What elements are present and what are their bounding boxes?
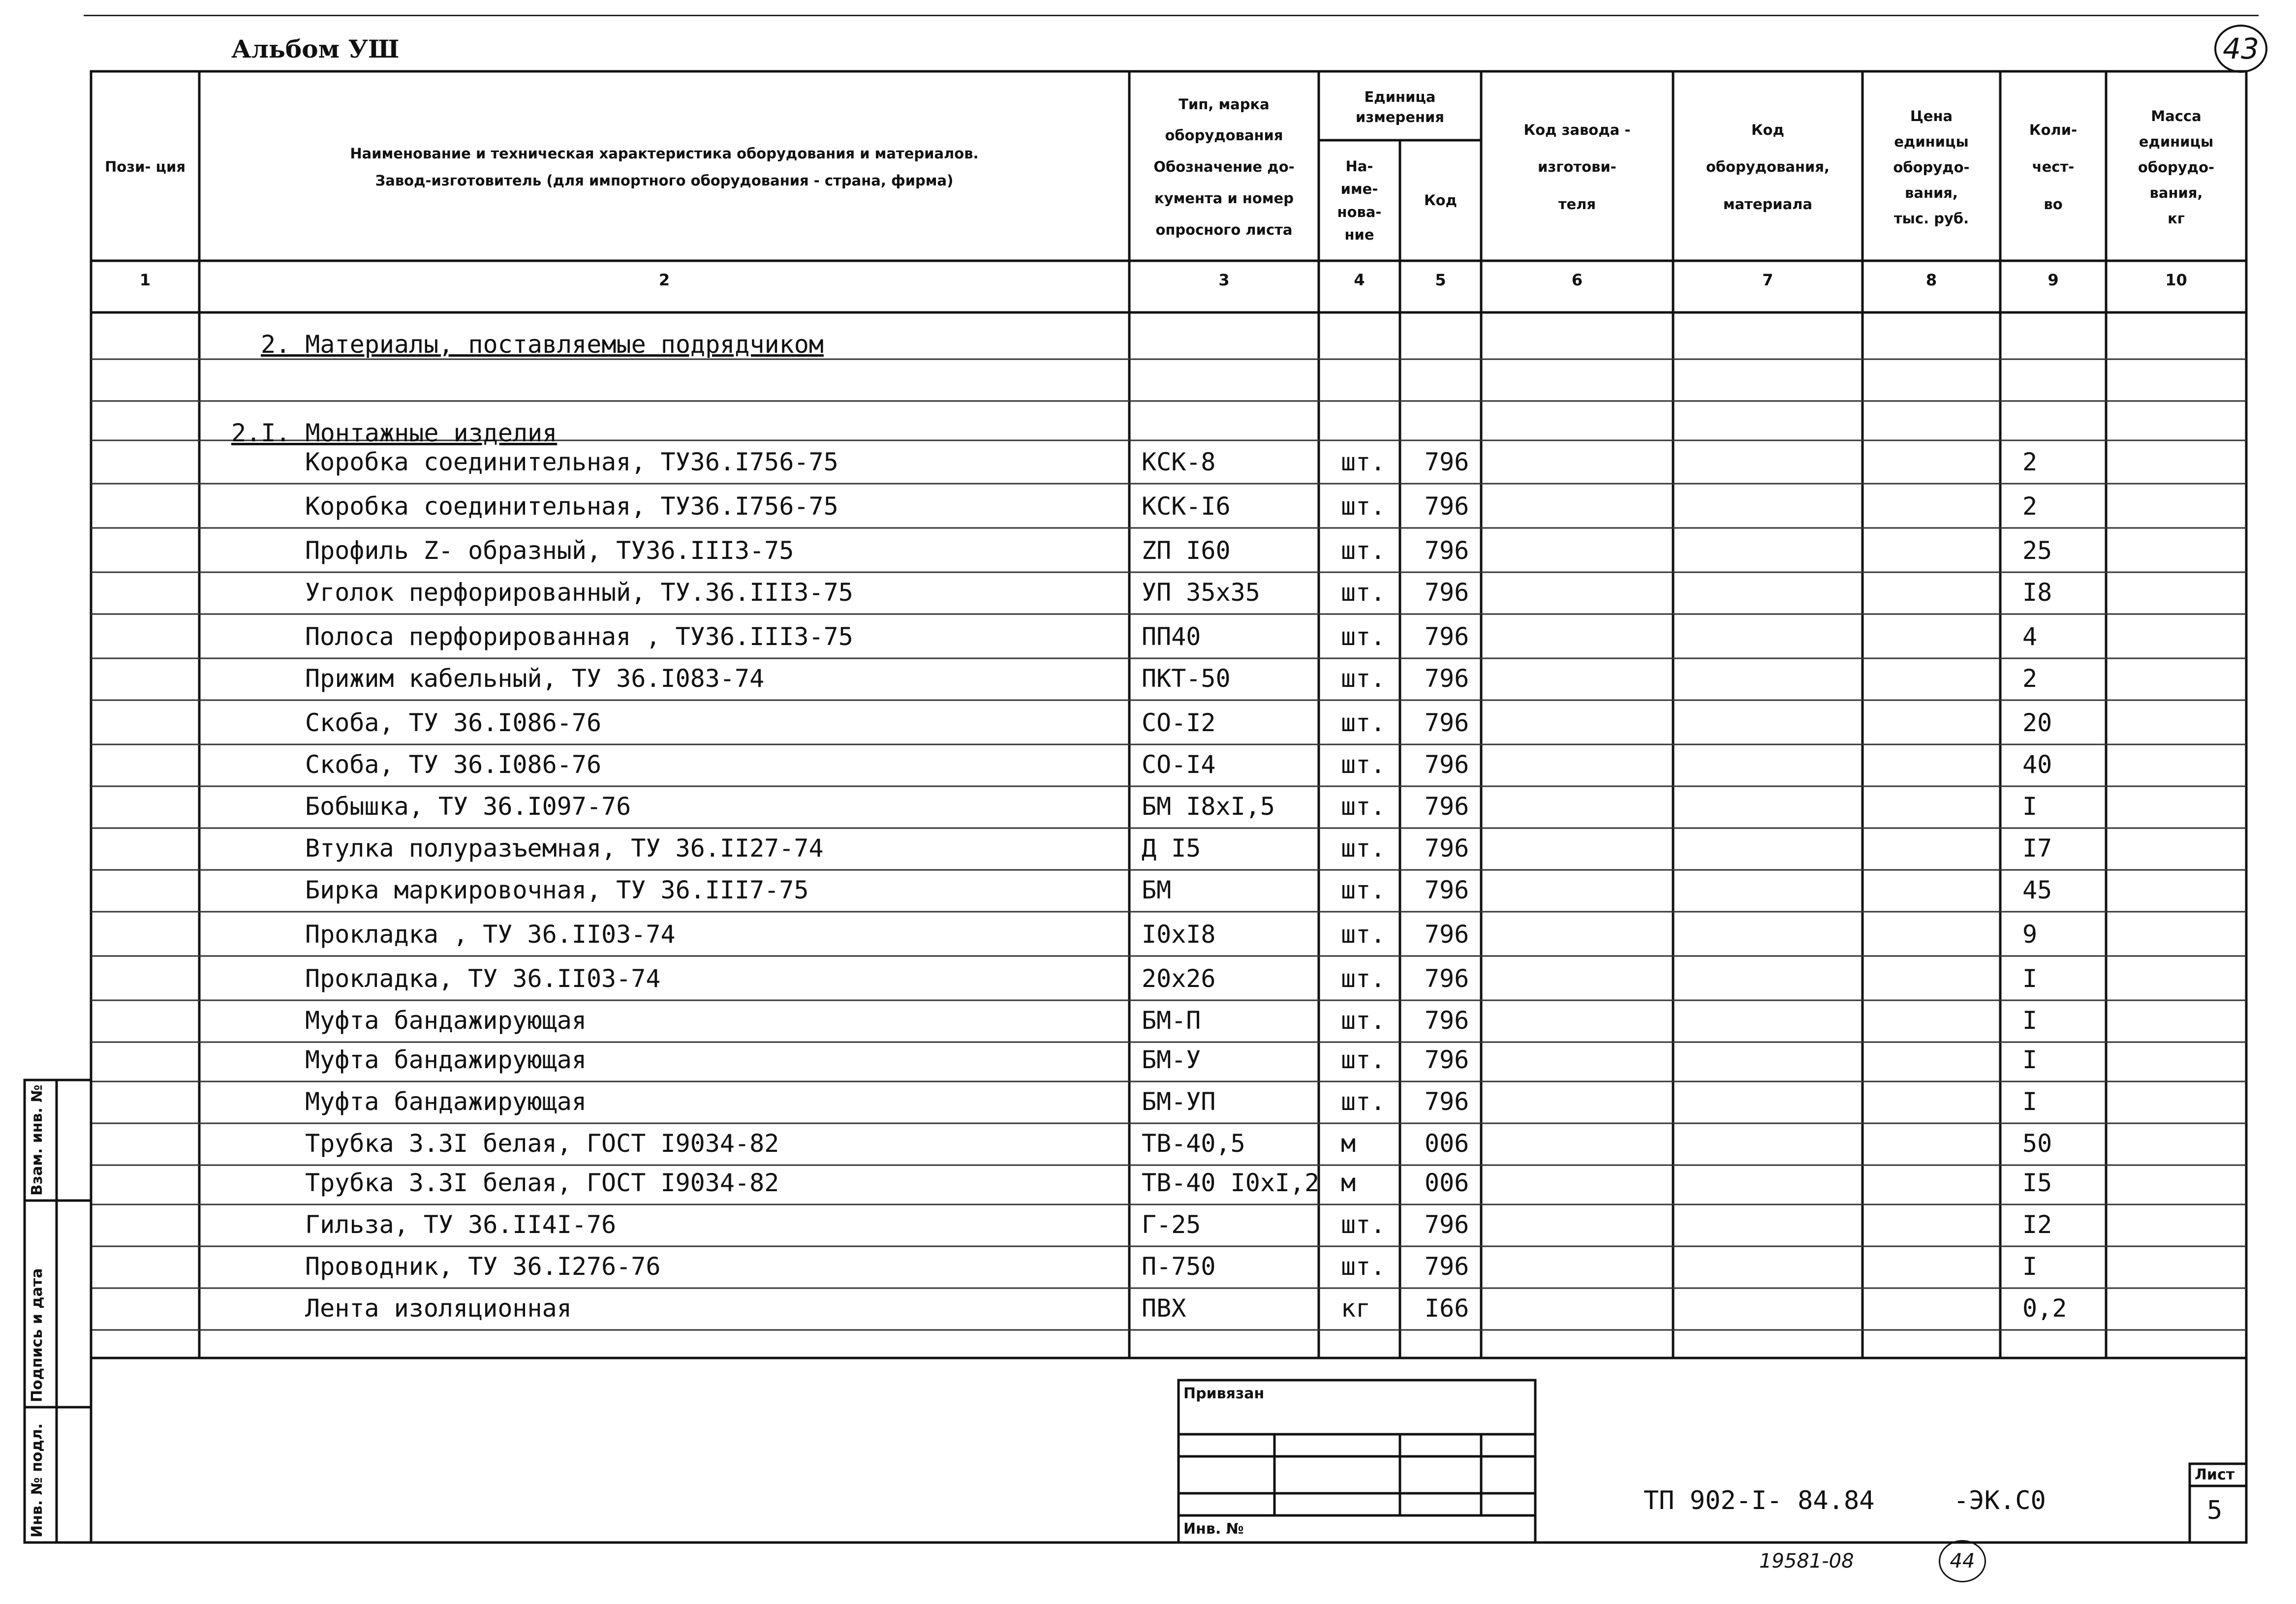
row-unit-code: 796 bbox=[1425, 536, 1469, 565]
row-name: Трубка 3.3I белая, ГОСТ I9034-82 bbox=[305, 1169, 779, 1197]
side-label-inv-replace: Взам. инв. № bbox=[29, 1084, 46, 1196]
row-name: Трубка 3.3I белая, ГОСТ I9034-82 bbox=[305, 1129, 779, 1158]
row-unit: шт. bbox=[1341, 492, 1386, 521]
row-unit: шт. bbox=[1341, 622, 1386, 651]
row-unit: шт. bbox=[1341, 1046, 1386, 1074]
row-quantity: 2 bbox=[2022, 492, 2038, 521]
row-unit-code: 796 bbox=[1425, 448, 1469, 476]
row-name: Прижим кабельный, ТУ 36.I083-74 bbox=[305, 664, 765, 693]
row-name: Коробка соединительная, ТУ36.I756-75 bbox=[305, 448, 838, 476]
row-type: БМ I8хI,5 bbox=[1142, 792, 1275, 821]
sheet-number-circle: 43 bbox=[2214, 25, 2267, 73]
document-suffix: -ЭК.С0 bbox=[1954, 1486, 2046, 1515]
col-header-price: Цена единицы оборудо- вания, тыс. руб. bbox=[1893, 107, 1970, 227]
col-header-name: Наименование и техническая характеристика оборудования и материалов. Завод-изготовитель (для импортного оборудования - страна, фирма) bbox=[350, 145, 979, 189]
row-quantity: I bbox=[2022, 1046, 2038, 1074]
album-title: Альбом УШ bbox=[231, 34, 400, 63]
row-quantity: I7 bbox=[2022, 834, 2052, 863]
stamp-privyazan: Привязан bbox=[1183, 1385, 1265, 1402]
stamp-inv: Инв. № bbox=[1183, 1520, 1244, 1538]
row-quantity: I bbox=[2022, 964, 2038, 993]
row-quantity: 25 bbox=[2022, 536, 2052, 565]
row-unit: шт. bbox=[1341, 750, 1386, 779]
row-quantity: 45 bbox=[2022, 876, 2052, 904]
row-name: Скоба, ТУ 36.I086-76 bbox=[305, 750, 602, 779]
row-unit-code: 796 bbox=[1425, 964, 1469, 993]
row-unit: шт. bbox=[1341, 920, 1386, 949]
row-name: Бирка маркировочная, ТУ 36.III7-75 bbox=[305, 876, 809, 904]
document-code: ТП 902-I- 84.84 bbox=[1644, 1486, 1875, 1515]
row-quantity: 2 bbox=[2022, 448, 2038, 476]
row-unit-code: 796 bbox=[1425, 1252, 1469, 1281]
row-quantity: 20 bbox=[2022, 709, 2052, 737]
row-name: Муфта бандажирующая bbox=[305, 1006, 587, 1035]
col-number: 10 bbox=[2165, 271, 2187, 289]
row-quantity: I bbox=[2022, 1087, 2038, 1116]
row-unit-code: 796 bbox=[1425, 578, 1469, 607]
row-unit: шт. bbox=[1341, 664, 1386, 693]
row-unit: шт. bbox=[1341, 448, 1386, 476]
row-unit: шт. bbox=[1341, 1006, 1386, 1035]
row-unit: м bbox=[1341, 1129, 1356, 1158]
col-number: 4 bbox=[1354, 271, 1365, 289]
row-name: Гильза, ТУ 36.II4I-76 bbox=[305, 1210, 617, 1239]
row-type: 20х26 bbox=[1142, 964, 1216, 993]
row-unit: шт. bbox=[1341, 1210, 1386, 1239]
row-unit: шт. bbox=[1341, 1252, 1386, 1281]
row-unit-code: 796 bbox=[1425, 750, 1469, 779]
row-type: БМ-У bbox=[1142, 1046, 1201, 1074]
section-heading-materials: 2. Материалы, поставляемые подрядчиком bbox=[261, 330, 824, 359]
row-unit: шт. bbox=[1341, 834, 1386, 863]
row-name: Уголок перфорированный, ТУ.36.III3-75 bbox=[305, 578, 853, 607]
col-number: 3 bbox=[1218, 271, 1230, 289]
col-header-mass: Масса единицы оборудо- вания, кг bbox=[2138, 107, 2215, 227]
row-unit: шт. bbox=[1341, 792, 1386, 821]
side-label-signature: Подпись и дата bbox=[29, 1268, 46, 1402]
row-unit-code: 796 bbox=[1425, 920, 1469, 949]
row-unit: м bbox=[1341, 1169, 1356, 1197]
row-quantity: I bbox=[2022, 1006, 2038, 1035]
row-name: Скоба, ТУ 36.I086-76 bbox=[305, 709, 602, 737]
row-unit-code: 796 bbox=[1425, 876, 1469, 904]
row-quantity: I5 bbox=[2022, 1169, 2052, 1197]
row-name: Лента изоляционная bbox=[305, 1294, 572, 1323]
row-unit-code: 796 bbox=[1425, 1210, 1469, 1239]
list-label: Лист bbox=[2195, 1466, 2235, 1483]
row-unit: шт. bbox=[1341, 709, 1386, 737]
row-name: Полоса перфорированная , ТУ36.III3-75 bbox=[305, 622, 853, 651]
row-type: ТВ-40,5 bbox=[1142, 1129, 1245, 1158]
row-quantity: I bbox=[2022, 1252, 2038, 1281]
row-name: Проводник, ТУ 36.I276-76 bbox=[305, 1252, 661, 1281]
col-header-unit: Единица измерения bbox=[1356, 88, 1444, 125]
row-type: ПКТ-50 bbox=[1142, 664, 1231, 693]
row-name: Бобышка, ТУ 36.I097-76 bbox=[305, 792, 631, 821]
side-label-inv-orig: Инв. № подл. bbox=[29, 1423, 46, 1538]
archive-number: 19581-08 bbox=[1759, 1550, 1854, 1573]
row-type: ПВХ bbox=[1142, 1294, 1186, 1323]
col-number: 1 bbox=[139, 271, 151, 289]
section-heading-mounting: 2.I. Монтажные изделия bbox=[231, 419, 558, 447]
row-type: БМ-П bbox=[1142, 1006, 1201, 1035]
row-unit-code: 796 bbox=[1425, 1046, 1469, 1074]
col-header-type: Тип, марка оборудования Обозначение до- кумента и номер опросного листа bbox=[1153, 95, 1295, 238]
col-header-factory-code: Код завода - изготови- теля bbox=[1523, 121, 1631, 213]
row-type: Г-25 bbox=[1142, 1210, 1201, 1239]
row-unit: шт. bbox=[1341, 876, 1386, 904]
col-header-unit-code: Код bbox=[1424, 191, 1458, 209]
row-name: Прокладка , ТУ 36.II03-74 bbox=[305, 920, 676, 949]
row-unit-code: 796 bbox=[1425, 792, 1469, 821]
row-quantity: 9 bbox=[2022, 920, 2038, 949]
col-header-quantity: Коли- чест- во bbox=[2029, 121, 2078, 213]
row-unit-code: 796 bbox=[1425, 709, 1469, 737]
row-unit: шт. bbox=[1341, 578, 1386, 607]
row-name: Профиль Z- образный, ТУ36.III3-75 bbox=[305, 536, 794, 565]
row-name: Втулка полуразъемная, ТУ 36.II27-74 bbox=[305, 834, 824, 863]
row-unit-code: 006 bbox=[1425, 1169, 1469, 1197]
row-unit-code: 796 bbox=[1425, 492, 1469, 521]
row-unit-code: I66 bbox=[1425, 1294, 1469, 1323]
row-unit-code: 796 bbox=[1425, 834, 1469, 863]
row-type: КСК-I6 bbox=[1142, 492, 1231, 521]
col-number: 9 bbox=[2048, 271, 2059, 289]
row-type: П-750 bbox=[1142, 1252, 1216, 1281]
row-quantity: 40 bbox=[2022, 750, 2052, 779]
row-name: Муфта бандажирующая bbox=[305, 1087, 587, 1116]
col-header-position: Пози- ция bbox=[105, 158, 186, 176]
row-type: ПП40 bbox=[1142, 622, 1201, 651]
row-name: Муфта бандажирующая bbox=[305, 1046, 587, 1074]
row-type: СО-I2 bbox=[1142, 709, 1216, 737]
row-quantity: 2 bbox=[2022, 664, 2038, 693]
list-number: 5 bbox=[2207, 1496, 2223, 1525]
col-number: 5 bbox=[1435, 271, 1446, 289]
row-quantity: I2 bbox=[2022, 1210, 2052, 1239]
row-quantity: 50 bbox=[2022, 1129, 2052, 1158]
col-number: 8 bbox=[1925, 271, 1937, 289]
row-type: БМ bbox=[1142, 876, 1172, 904]
row-unit-code: 796 bbox=[1425, 1087, 1469, 1116]
row-type: I0хI8 bbox=[1142, 920, 1216, 949]
row-quantity: 0,2 bbox=[2022, 1294, 2067, 1323]
row-type: СО-I4 bbox=[1142, 750, 1216, 779]
row-type: ТВ-40 I0хI,2 bbox=[1142, 1169, 1320, 1197]
row-type: ZП I60 bbox=[1142, 536, 1231, 565]
row-type: КСК-8 bbox=[1142, 448, 1216, 476]
col-number: 6 bbox=[1571, 271, 1583, 289]
row-name: Коробка соединительная, ТУ36.I756-75 bbox=[305, 492, 838, 521]
row-unit: шт. bbox=[1341, 964, 1386, 993]
row-type: Д I5 bbox=[1142, 834, 1201, 863]
row-quantity: 4 bbox=[2022, 622, 2038, 651]
row-type: УП 35х35 bbox=[1142, 578, 1260, 607]
page-circle: 44 bbox=[1939, 1540, 1986, 1582]
row-unit-code: 796 bbox=[1425, 664, 1469, 693]
col-header-equipment-code: Код оборудования, материала bbox=[1706, 121, 1830, 213]
col-number: 7 bbox=[1762, 271, 1773, 289]
row-unit-code: 006 bbox=[1425, 1129, 1469, 1158]
row-type: БМ-УП bbox=[1142, 1087, 1216, 1116]
row-unit-code: 796 bbox=[1425, 622, 1469, 651]
col-header-unit-name: На- име- нова- ние bbox=[1337, 157, 1382, 243]
row-name: Прокладка, ТУ 36.II03-74 bbox=[305, 964, 661, 993]
row-unit: шт. bbox=[1341, 1087, 1386, 1116]
row-quantity: I bbox=[2022, 792, 2038, 821]
col-number: 2 bbox=[658, 271, 670, 289]
row-unit: кг bbox=[1341, 1294, 1371, 1323]
row-unit: шт. bbox=[1341, 536, 1386, 565]
row-quantity: I8 bbox=[2022, 578, 2052, 607]
row-unit-code: 796 bbox=[1425, 1006, 1469, 1035]
